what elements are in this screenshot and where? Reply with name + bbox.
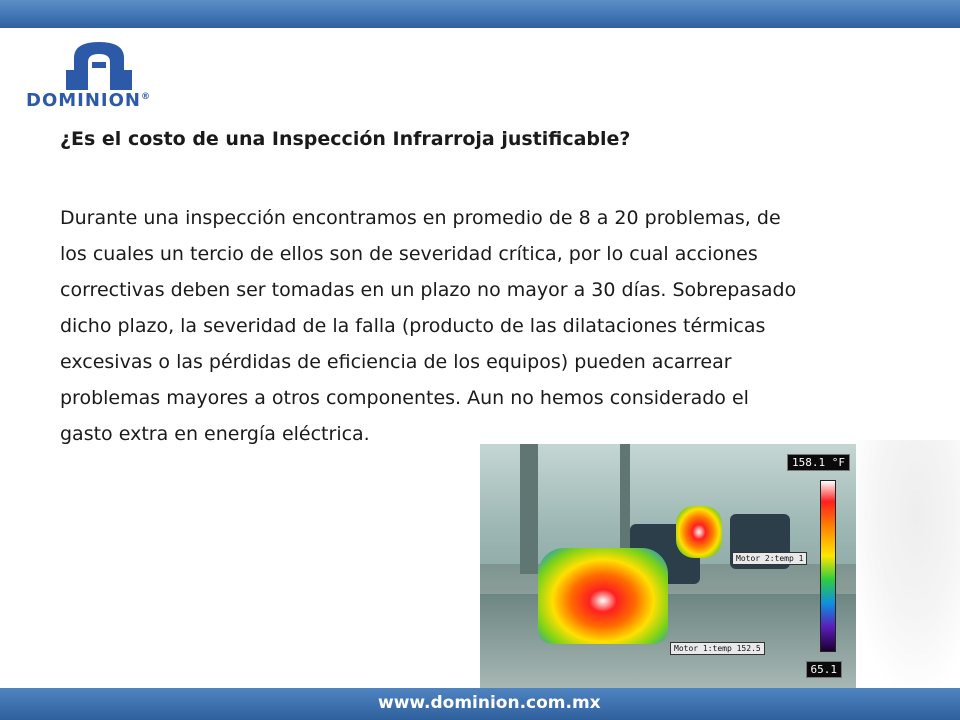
body-line: Durante una inspección encontramos en promedio de 8 a 20 problemas, de xyxy=(60,207,781,229)
body-paragraph xyxy=(60,200,900,452)
body-line: excesivas o las pérdidas de eficiencia de los equipos) pueden acarrear xyxy=(60,351,732,373)
body-line: dicho plazo, la severidad de la falla (producto de las dilataciones térmicas xyxy=(60,315,766,337)
page-title: ¿Es el costo de una Inspección Infrarroja justificable? xyxy=(60,128,631,150)
motor-1-temp-label: Motor 1:temp 152.5 xyxy=(670,642,765,655)
body-line: los cuales un tercio de ellos son de severidad crítica, por lo cual acciones xyxy=(60,243,758,265)
motor-2-temp-label: Motor 2:temp 1 xyxy=(732,552,807,565)
temperature-color-scale xyxy=(820,480,836,652)
logo-wordmark: DOMINION xyxy=(26,90,141,111)
thermal-column xyxy=(520,444,538,574)
bottom-banner-bar xyxy=(0,688,960,720)
max-temp-readout: 158.1 °F xyxy=(787,454,850,471)
dominion-logo xyxy=(24,40,182,112)
motor-2-hotspot xyxy=(676,506,722,558)
dominion-logo-mark-icon xyxy=(64,40,134,90)
website-url: www.dominion.com.mx xyxy=(378,693,601,713)
body-line: correctivas deben ser tomadas en un plazo no mayor a 30 días. Sobrepasado xyxy=(60,279,797,301)
background-worker-image xyxy=(850,440,960,690)
registered-mark: ® xyxy=(140,92,151,102)
motor-1-hotspot xyxy=(538,548,668,644)
thermal-image xyxy=(480,444,856,688)
min-temp-readout: 65.1 xyxy=(806,661,843,678)
top-banner-bar xyxy=(0,0,960,28)
logo-text xyxy=(26,90,151,111)
body-line: problemas mayores a otros componentes. Aun no hemos considerado el xyxy=(60,387,749,409)
body-line: gasto extra en energía eléctrica. xyxy=(60,423,370,445)
thermal-floor xyxy=(480,594,856,688)
